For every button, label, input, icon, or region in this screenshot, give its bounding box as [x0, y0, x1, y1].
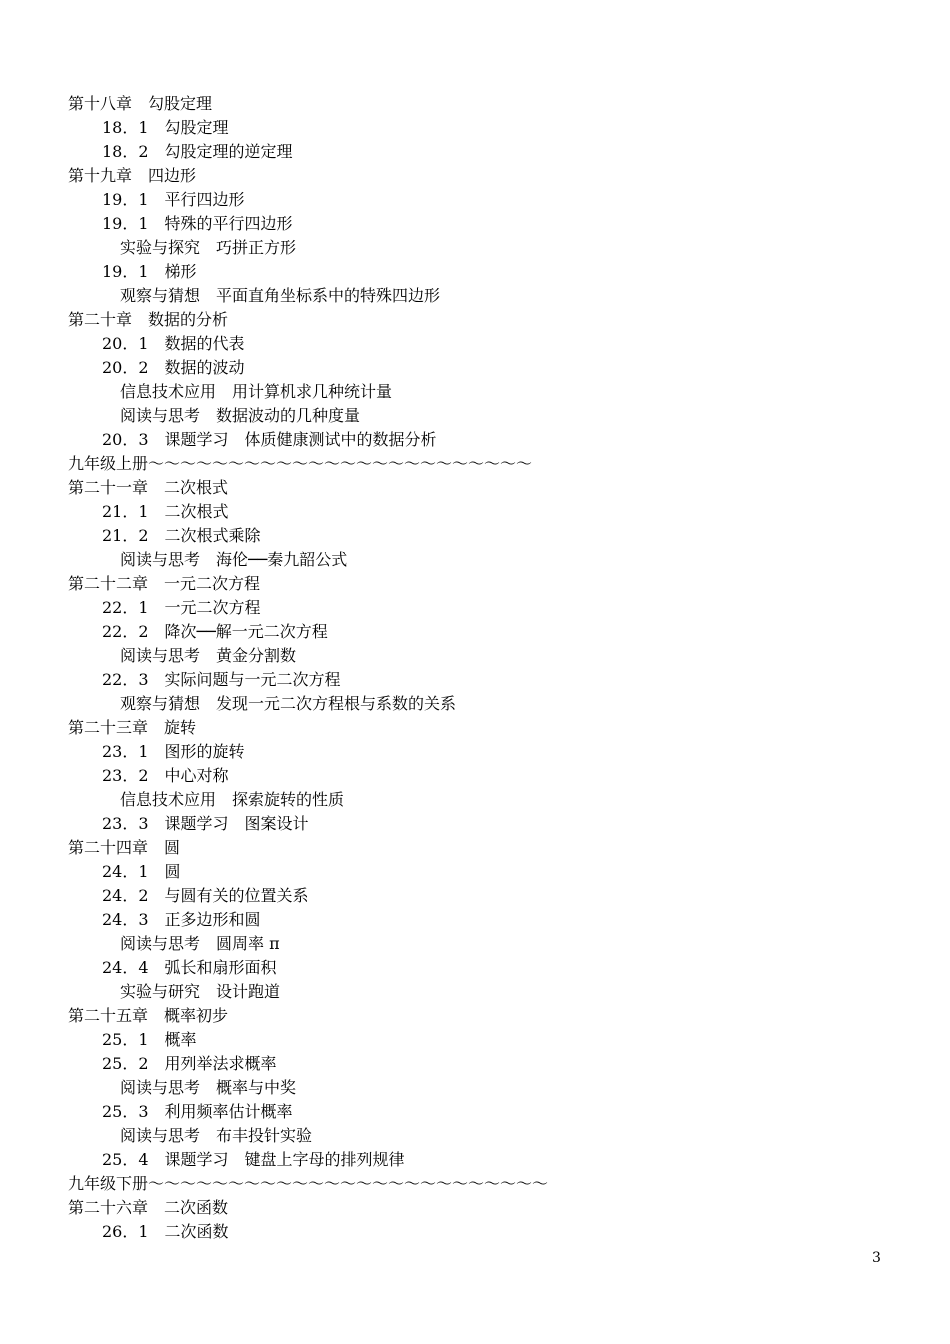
toc-activity-entry: 观察与猜想 发现一元二次方程根与系数的关系: [120, 694, 457, 713]
toc-section-entry: 25．1 概率: [102, 1030, 197, 1049]
toc-section-entry: 24．2 与圆有关的位置关系: [102, 886, 309, 905]
toc-activity-entry: 实验与探究 巧拼正方形: [120, 238, 297, 257]
toc-section-entry: 20．2 数据的波动: [102, 358, 245, 377]
toc-section-entry: 25．2 用列举法求概率: [102, 1054, 277, 1073]
toc-chapter-heading: 第十九章 四边形: [68, 166, 197, 185]
toc-activity-entry: 实验与研究 设计跑道: [120, 982, 281, 1001]
toc-activity-entry: 阅读与思考 黄金分割数: [120, 646, 297, 665]
toc-section-entry: 22．2 降次──解一元二次方程: [102, 622, 328, 641]
toc-section-entry: 20．3 课题学习 体质健康测试中的数据分析: [102, 430, 437, 449]
table-of-contents: [68, 92, 908, 1244]
toc-section-entry: 24．3 正多边形和圆: [102, 910, 261, 929]
toc-section-entry: 21．2 二次根式乘除: [102, 526, 261, 545]
toc-section-entry: 25．4 课题学习 键盘上字母的排列规律: [102, 1150, 405, 1169]
toc-chapter-heading: 第二十一章 二次根式: [68, 478, 229, 497]
toc-section-entry: 20．1 数据的代表: [102, 334, 245, 353]
toc-activity-entry: 观察与猜想 平面直角坐标系中的特殊四边形: [120, 286, 441, 305]
toc-section-entry: 19．1 平行四边形: [102, 190, 245, 209]
toc-chapter-heading: 第十八章 勾股定理: [68, 94, 213, 113]
toc-activity-entry: 阅读与思考 圆周率 π: [120, 934, 280, 953]
toc-section-entry: 19．1 特殊的平行四边形: [102, 214, 293, 233]
toc-activity-entry: 信息技术应用 探索旋转的性质: [120, 790, 345, 809]
toc-section-entry: 24．4 弧长和扇形面积: [102, 958, 277, 977]
toc-activity-entry: 阅读与思考 数据波动的几种度量: [120, 406, 361, 425]
toc-chapter-heading: 九年级上册～～～～～～～～～～～～～～～～～～～～～～～～: [68, 454, 533, 473]
toc-chapter-heading: 第二十六章 二次函数: [68, 1198, 229, 1217]
toc-section-entry: 18．2 勾股定理的逆定理: [102, 142, 293, 161]
toc-chapter-heading: 第二十二章 一元二次方程: [68, 574, 261, 593]
toc-chapter-heading: 第二十章 数据的分析: [68, 310, 229, 329]
toc-section-entry: 24．1 圆: [102, 862, 181, 881]
toc-section-entry: 21．1 二次根式: [102, 502, 229, 521]
toc-section-entry: 18．1 勾股定理: [102, 118, 229, 137]
toc-section-entry: 26．1 二次函数: [102, 1222, 229, 1241]
toc-section-entry: 23．1 图形的旋转: [102, 742, 245, 761]
page-number: 3: [872, 1250, 881, 1266]
toc-chapter-heading: 第二十三章 旋转: [68, 718, 197, 737]
toc-section-entry: 19．1 梯形: [102, 262, 197, 281]
toc-chapter-heading: 第二十五章 概率初步: [68, 1006, 229, 1025]
toc-section-entry: 25．3 利用频率估计概率: [102, 1102, 293, 1121]
toc-activity-entry: 阅读与思考 概率与中奖: [120, 1078, 297, 1097]
toc-chapter-heading: 九年级下册～～～～～～～～～～～～～～～～～～～～～～～～～: [68, 1174, 549, 1193]
toc-activity-entry: 阅读与思考 海伦──秦九韶公式: [120, 550, 348, 569]
toc-activity-entry: 信息技术应用 用计算机求几种统计量: [120, 382, 393, 401]
toc-activity-entry: 阅读与思考 布丰投针实验: [120, 1126, 313, 1145]
toc-section-entry: 22．3 实际问题与一元二次方程: [102, 670, 341, 689]
toc-section-entry: 22．1 一元二次方程: [102, 598, 261, 617]
toc-section-entry: 23．2 中心对称: [102, 766, 229, 785]
toc-chapter-heading: 第二十四章 圆: [68, 838, 181, 857]
toc-section-entry: 23．3 课题学习 图案设计: [102, 814, 309, 833]
